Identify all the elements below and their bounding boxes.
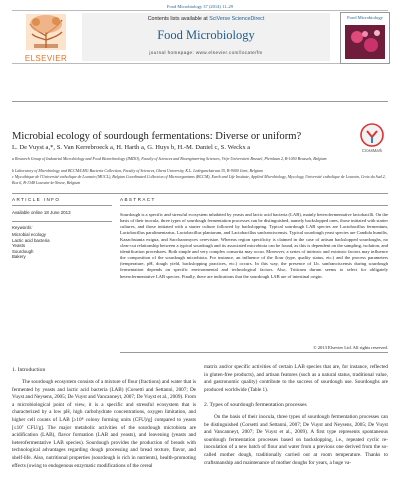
contents-prefix: Contents lists available at [147,16,210,22]
affiliation-b: b Laboratory of Microbiology and BCCM/LMG Bacteria Collection, Faculty of Sciences, Ghent University, K.L. Ledeganckstraat 35, B-9000 Gent, Belgium [12,168,263,173]
elsevier-tree-icon [12,12,80,52]
keyword: Bakery [12,254,26,260]
crossmark-icon [355,122,389,150]
article-history: Available online 18 June 2013 [12,210,71,215]
crossmark-label: CrossMark [361,148,383,153]
journal-title[interactable]: Food Microbiology [157,28,255,42]
keyword-list [12,232,112,260]
section-heading-types: 2. Types of sourdough fermentation processes [204,402,307,408]
header-band [82,13,330,61]
article-info-rule [12,205,112,206]
cover-image [345,25,385,59]
abstract-heading: ABSTRACT [120,197,156,202]
journal-homepage[interactable]: journal homepage: www.elsevier.com/locate/fm [149,50,263,55]
affiliation-c: c Mycothèque de l'Université catholique de Louvain (MUCL), Belgian Coordinated Collection of Microorganisms (BCCM), Earth and Life Institute, Applied Microbiology, Mycology, Université catholique de Louvain, Croix du Sud 2, Box 6, B-1348 Louvain-la-Neuve, Belgium [12,174,386,185]
header-rule [12,101,388,102]
crossmark-badge[interactable] [355,122,389,156]
journal-cover[interactable] [340,12,390,64]
keywords-heading: Keywords: [12,225,33,230]
elsevier-logo [12,12,80,62]
cover-title: Food Microbiology [341,13,389,23]
affiliation-a: a Research Group of Industrial Microbiology and Food Biotechnology (IMDO), Faculty of Sciences and Bioengineering Sciences, Vrije Universiteit Brussel, Pleinlaan 2, B-1050 Brussels, Belgium [12,156,327,161]
keyword: Microbial ecology [12,232,46,237]
cover-art-icon [345,25,385,59]
publisher-name: ELSEVIER [24,54,68,63]
abstract-text: Sourdough is a specific and stressful ecosystem inhabited by yeasts and lactic acid bacteria (LAB), mainly heterofermentative lactobacilli. On the basis of their inocula, three types of sourdough fermentation processes can be distinguished, namely backslopped ones, those initiated with starter cultures, and those initiated with a starter culture followed by backslopping. Typical sourdough LAB species are Lactobacillus fermentum, Lactobacillus paralimentarius, Lactobacillus plantarum, and Lactobacillus sanfranciscensis. Typical sourdough yeast species are Candida humilis, Kazachstania exigua, and Saccharomyces cerevisiae. Whereas region specificity is claimed in the case of artisan backslopped sourdoughs, no clear-cut relationship between a typical sourdough and its associated microbiota can be found, as this is dependent on the sampling, isolation, and identification procedures. Both simple and very complex consortia may occur. Moreover, a series of intrinsic and extrinsic factors may influence the composition of the sourdough microbiota. For instance, an influence of the flour (type, quality status, etc.) and the process parameters (temperature, pH, dough yield, backslopping practices, etc.) occurs. In this way, the presence of Lb. sanfranciscensis during sourdough fermentation depends on specific environmental and technological factors. Also, Triticum durum seems to select for obligately heterofermentative LAB species. Finally, there are indications that the sourdough LAB are of intestinal origin. [120,212,388,279]
journal-reference[interactable]: Food Microbiology 37 (2014) 11–29 [166,4,234,9]
abstract-rule [120,205,388,206]
keyword: Yeasts [12,243,26,249]
article-info-heading: ARTICLE INFO [12,197,61,202]
sciencedirect-link[interactable]: SciVerse ScienceDirect [209,16,265,22]
introduction-continued-text: matrix and/or specific activities of certain LAB species that are, for instance, reflected in gluten-free products), and artisan features (such as a natural status, traditional value, and gastronomic quality) contribute to the success of sourdough use. Sourdoughs are produced worldwide (Table 1). [204,364,388,393]
section-heading-introduction: 1. Introduction [12,367,46,373]
affiliations-rule [12,193,388,194]
contents-line [82,16,330,22]
keyword: Sourdough [12,248,34,254]
types-section-text: On the basis of their inocula, three types of sourdough fermentation processes can be distinguished (Corsetti and Settanni, 2007; De Vuyst and Neysens, 2005; De Vuyst and Vancanneyt, 2007; De Vuyst et al., 2009). A first type represents spontaneous sourdough fermentation processes based on backslopping, i.e., repeated cyclic re-inoculation of a new batch of flour and water from a previous one derived from the so-called mother dough, traditionally carried out at room temperature. Thanks to craftsmanship and maintenance of mother doughs for years, a huge va- [204,414,388,466]
introduction-text: The sourdough ecosystem consists of a mixture of flour (fractions) and water that is fermented by yeasts and lactic acid bacteria (LAB) (Corsetti and Settanni, 2007; De Vuyst and Neysens, 2005; De Vuyst and Vancanneyt, 2007; De Vuyst et al., 2009). From a microbiological point of view, it is a specific and stressful ecosystem that is characterized by a low pH, high carbohydrate concentrations, oxygen limitation, and higher cell counts of LAB [≥10⁸ colony forming units (CFU)/g] compared to yeasts [≤10⁷ CFU/g]. The major metabolic activities of the sourdough microbiota are acidification (LAB), flavor formation (LAB and yeasts), and leavening (yeasts and heterofermentative LAB species). Sourdough provides the production of breads with technological advantages regarding dough processing and bread texture, flavor, and shelf-life. Also, nutritional properties (sourdough is rich in nutrients), health-promoting effects (owing to endogenous enzymatic modifications of the cereal [12,379,196,469]
copyright-notice: © 2013 Elsevier Ltd. All rights reserved. [313,345,388,350]
author-list: L. De Vuyst a,*, S. Van Kerrebroeck a, H. Harth a, G. Huys b, H.-M. Daniel c, S. Weckx a [12,144,251,151]
keywords-rule [12,221,112,222]
keyword: Lactic acid bacteria [12,237,50,243]
article-title: Microbial ecology of sourdough fermentations: Diverse or uniform? [12,131,302,142]
journal-header [12,10,388,64]
abstract-bottom-rule [120,352,388,353]
